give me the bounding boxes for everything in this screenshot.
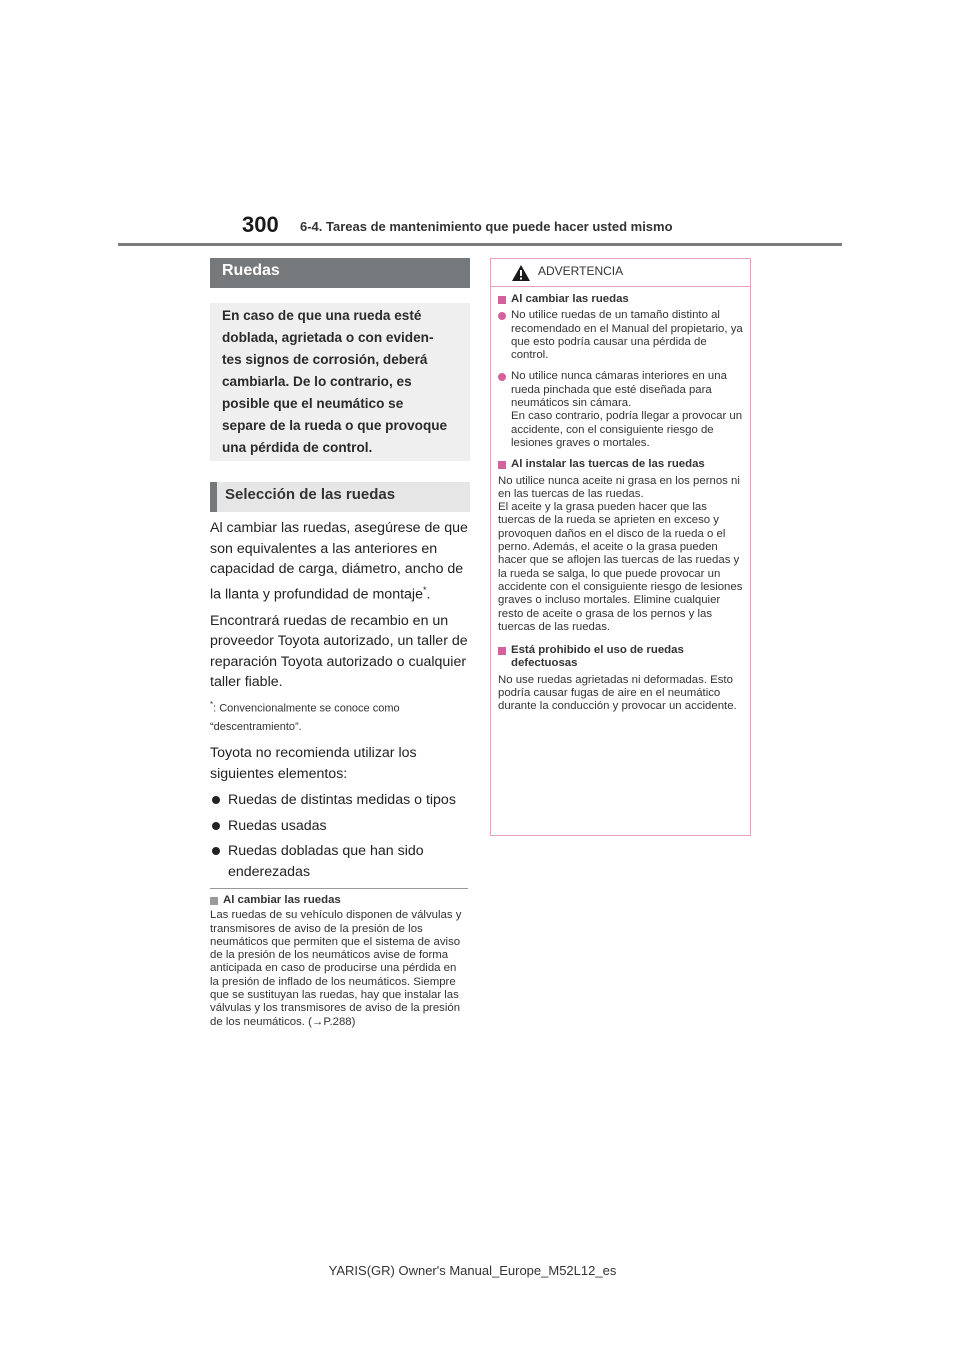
section-title: 6-4. Tareas de mantenimiento que puede hacer usted mismo <box>300 219 673 234</box>
warning-heading-1: Al cambiar las ruedas <box>498 293 744 306</box>
heading-seleccion: Selección de las ruedas <box>210 482 470 512</box>
warning-heading-2: Al instalar las tuercas de las ruedas <box>498 458 744 471</box>
list-item: Ruedas dobladas que han sido enderezadas <box>210 841 468 882</box>
note-rule <box>210 888 468 889</box>
square-bullet-icon <box>498 461 506 469</box>
footnote: *: Convencionalmente se conoce como “descentramiento”. <box>210 699 400 734</box>
paragraph-not-recommended: Toyota no recomienda utilizar los siguientes elementos: <box>210 745 417 782</box>
callout-box <box>210 303 470 461</box>
callout-line: una pérdida de control. <box>222 440 373 455</box>
callout-line: En caso de que una rueda esté <box>222 308 422 323</box>
warning-triangle-icon <box>511 264 531 282</box>
bullet-list <box>210 790 468 882</box>
warning-text: No use ruedas agrietadas ni deformadas. Esto podría causar fugas de aire en el neumático durante la conducción y provocar un accidente. <box>498 673 737 713</box>
heading-ruedas: Ruedas <box>210 258 470 288</box>
paragraph-equivalence: Al cambiar las ruedas, asegúrese de que son equivalentes a las anteriores en capacidad de carga, diámetro, ancho de la llanta y profundidad de montaje*. <box>210 520 468 603</box>
square-bullet-icon <box>498 647 506 655</box>
page-number: 300 <box>242 212 279 237</box>
circle-bullet-icon <box>498 312 506 320</box>
square-bullet-icon <box>498 296 506 304</box>
list-item: Ruedas de distintas medidas o tipos <box>210 790 468 811</box>
warning-title: ADVERTENCIA <box>538 264 624 278</box>
callout-line: separe de la rueda o que provoque <box>222 418 448 433</box>
warning-item: No utilice ruedas de un tamaño distinto al recomendado en el Manual del propietario, ya que esto podría causar una pérdida de control. <box>498 309 744 362</box>
header-rule <box>118 243 842 246</box>
callout-line: doblada, agrietada o con eviden- <box>222 330 434 345</box>
paragraph-dealer: Encontrará ruedas de recambio en un proveedor Toyota autorizado, un taller de reparación Toyota autorizado o cualquier taller fiable. <box>210 612 468 691</box>
selection-body <box>210 518 468 887</box>
warning-box <box>490 258 751 836</box>
callout-line: tes signos de corrosión, deberá <box>222 352 428 367</box>
warning-header <box>491 259 750 287</box>
list-item: Ruedas usadas <box>210 816 468 837</box>
warning-text: No utilice nunca aceite ni grasa en los pernos ni en las tuercas de las ruedas. El aceite y la grasa pueden hacer que las tuercas de la rueda se aprieten en exceso y provoquen daños en el disco de la rueda o el perno. Además, el aceite o la grasa pueden hacer que se aflojen las tuercas de las ruedas y la rueda se salga, lo que puede provocar un accidente con el consiguiente riesgo de lesiones graves o incluso mortales. Elimine cualquier resto de aceite o grasa de los pernos y las tuercas de las ruedas. <box>498 474 743 633</box>
note-heading: Al cambiar las ruedas <box>210 894 468 907</box>
circle-bullet-icon <box>498 373 506 381</box>
callout-line: posible que el neumático se <box>222 396 404 411</box>
warning-item: No utilice nunca cámaras interiores en una rueda pinchada que esté diseñada para neumáticos sin cámara. En caso contrario, podría llegar a provocar un accidente, con el consiguiente riesgo de lesiones graves o mortales. <box>498 370 744 450</box>
square-bullet-icon <box>210 897 218 905</box>
note-text: Las ruedas de su vehículo disponen de válvulas y transmisores de aviso de la presión de los neumáticos que permiten que el sistema de aviso de la presión de los neumáticos avise de forma anticipada en caso de producirse una pérdida en la presión de inflado de los neumáticos. Siempre que se sustituyan las ruedas, hay que instalar las válvulas y los transmisores de aviso de la presión de los neumáticos. (→P.288) <box>210 909 462 1028</box>
warning-heading-3: Está prohibido el uso de ruedas defectuosas <box>498 644 744 671</box>
footer: YARIS(GR) Owner's Manual_Europe_M52L12_es <box>328 1263 617 1278</box>
note-block <box>210 894 468 1029</box>
callout-line: cambiarla. De lo contrario, es <box>222 374 412 389</box>
